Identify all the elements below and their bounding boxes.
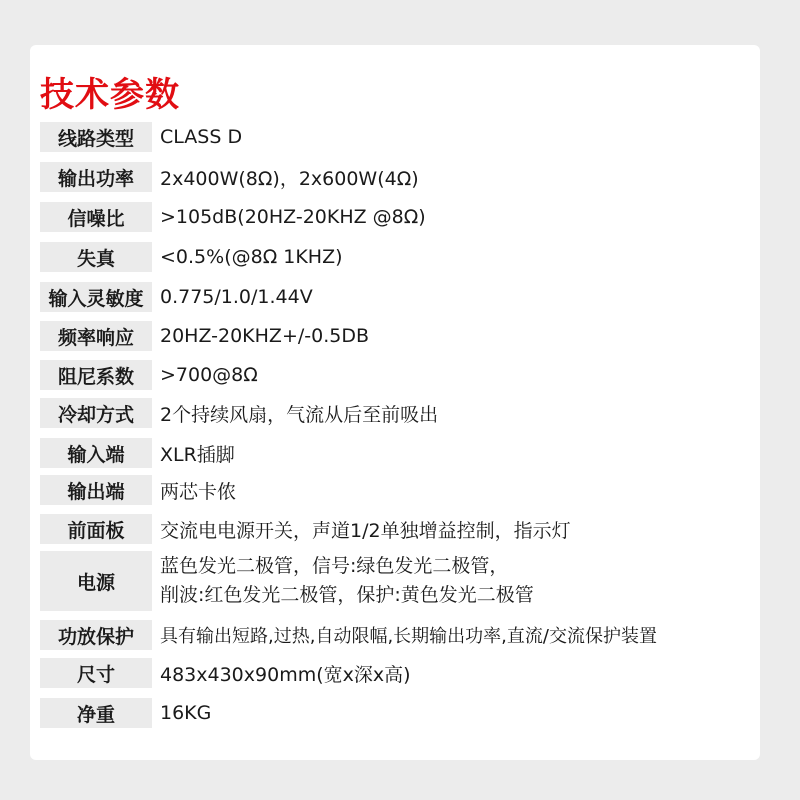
spec-label: 阻尼系数	[40, 360, 152, 390]
spec-value-line: 蓝色发光二极管，信号:绿色发光二极管，	[160, 555, 509, 577]
spec-value: XLR插脚	[160, 443, 235, 466]
spec-label: 电源	[40, 551, 152, 611]
spec-row-amp-protection	[40, 615, 657, 655]
spec-row-snr	[40, 197, 426, 237]
spec-label: 功放保护	[40, 620, 152, 650]
spec-row-circuit-type	[40, 117, 242, 157]
spec-value: >105dB(20HZ-20KHZ @8Ω)	[160, 206, 426, 228]
spec-value: 16KG	[160, 702, 212, 724]
spec-row-net-weight	[40, 693, 211, 733]
page-title: 技术参数	[40, 75, 180, 115]
spec-value: 交流电电源开关，声道1/2单独增益控制，指示灯	[160, 519, 571, 542]
spec-label: 尺寸	[40, 658, 152, 688]
spec-label: 信噪比	[40, 202, 152, 232]
spec-row-output-power	[40, 157, 419, 197]
spec-label: 净重	[40, 698, 152, 728]
spec-value	[160, 552, 534, 610]
spec-row-input-sensitivity	[40, 277, 313, 317]
spec-card	[30, 45, 760, 760]
spec-label: 前面板	[40, 514, 152, 544]
spec-row-frequency-response	[40, 316, 369, 356]
spec-value: <0.5%(@8Ω 1KHZ)	[160, 246, 343, 268]
spec-label: 频率响应	[40, 321, 152, 351]
spec-row-power-indicators	[40, 551, 534, 611]
spec-label: 输入端	[40, 438, 152, 468]
spec-label: 冷却方式	[40, 398, 152, 428]
spec-label: 输入灵敏度	[40, 282, 152, 312]
spec-value: 2个持续风扇，气流从后至前吸出	[160, 403, 439, 426]
spec-row-distortion	[40, 237, 343, 277]
spec-row-dimensions	[40, 653, 411, 693]
spec-value-line: 削波:红色发光二极管，保护:黄色发光二极管	[160, 584, 534, 606]
spec-value: 483x430x90mm(宽x深x高)	[160, 663, 411, 686]
spec-value: 0.775/1.0/1.44V	[160, 286, 313, 308]
spec-value: >700@8Ω	[160, 364, 258, 386]
spec-row-damping-factor	[40, 355, 258, 395]
spec-value: 两芯卡侬	[160, 480, 237, 503]
spec-label: 输出端	[40, 475, 152, 505]
spec-row-cooling	[40, 393, 438, 433]
spec-row-front-panel	[40, 509, 571, 549]
spec-label: 输出功率	[40, 162, 152, 192]
spec-row-input-connector	[40, 433, 235, 473]
spec-value: 20HZ-20KHZ+/-0.5DB	[160, 325, 369, 347]
spec-value: 具有输出短路,过热,自动限幅,长期输出功率,直流/交流保护装置	[160, 626, 657, 647]
spec-value: 2x400W(8Ω)，2x600W(4Ω)	[160, 167, 419, 190]
spec-label: 失真	[40, 242, 152, 272]
spec-label: 线路类型	[40, 122, 152, 152]
spec-value: CLASS D	[160, 126, 243, 148]
spec-row-output-connector	[40, 470, 236, 510]
